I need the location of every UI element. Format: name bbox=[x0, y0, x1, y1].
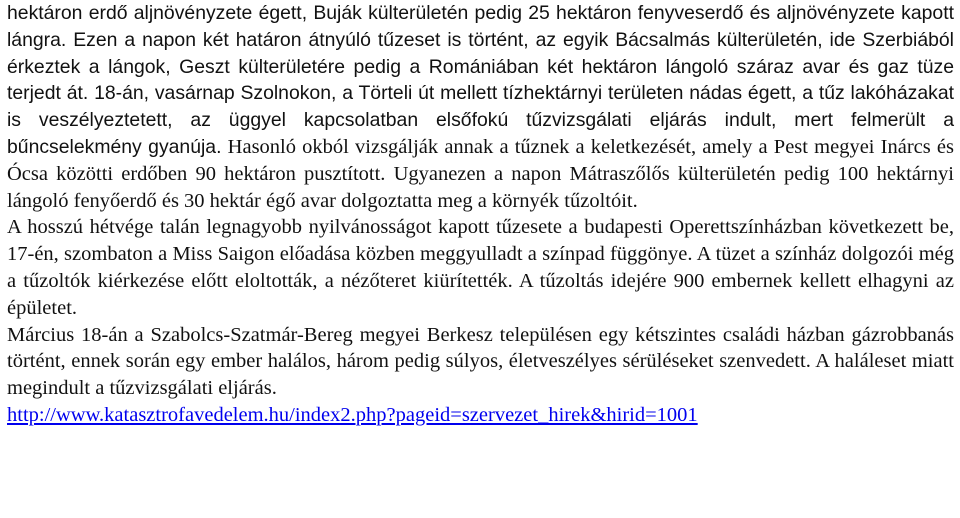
paragraph-operetta-fire bbox=[7, 214, 954, 321]
paragraph-gas-explosion bbox=[7, 322, 954, 402]
source-link[interactable]: http://www.katasztrofavedelem.hu/index2.php?pageid=szervezet_hirek&hirid=1001 bbox=[7, 403, 698, 426]
paragraph-text-segment: Március 18-án a Szabolcs-Szatmár-Bereg megyei Berkesz településen egy kétszintes családi házban gázrobbanás történt, ennek során egy ember halálos, három pedig súlyos, életveszélyes sérüléseket szenvedett. A haláleset miatt megindult a tűzvizsgálati eljárás. bbox=[7, 323, 954, 400]
paragraph-text-segment: hektáron erdő aljnövényzete égett, Buják külterületén pedig 25 hektáron fenyveserdő és aljnövényzete kapott lángra. Ezen a napon két határon átnyúló tűzeset is történt, az egyik Bácsalmás külterületén, ide Szerbiából érkeztek a lángok, Geszt külterületére pedig a Romániában két hektáron lángoló száraz avar és gaz tüze terjedt át. 18-án, vasárnap Szolnokon, a Törteli út mellett tízhektárnyi területen nádas égett, a tűz lakóházakat is veszélyeztetett, az üggyel kapcsolatban elsőfokú tűzvizsgálati eljárás indult, mert felmerült a bűncselekmény gyanúja. bbox=[7, 2, 954, 158]
paragraph-fire-incidents bbox=[7, 0, 954, 214]
paragraph-text-segment: Hasonló okból vizsgálják annak a tűznek a keletkezését, amely a Pest megyei Inárcs és Ócsa közötti erdőben 90 hektáron pusztított. Ugyanezen a napon Mátraszőlős külterületén pedig 100 hektárnyi lángoló fenyőerdő és 30 hektár égő avar dolgoztatta meg a környék tűzoltóit. bbox=[7, 135, 954, 212]
paragraph-text-segment: A hosszú hétvége talán legnagyobb nyilvánosságot kapott tűzesete a budapesti Operettszínházban következett be, 17-én, szombaton a Miss Saigon előadása közben meggyulladt a színpad függönye. A tüzet a színház dolgozói még a tűzoltók kiérkezése előtt eloltották, a nézőteret kiürítették. A tűzoltás idejére 900 embernek kellett elhagyni az épületet. bbox=[7, 216, 954, 319]
source-link-line bbox=[7, 402, 954, 429]
